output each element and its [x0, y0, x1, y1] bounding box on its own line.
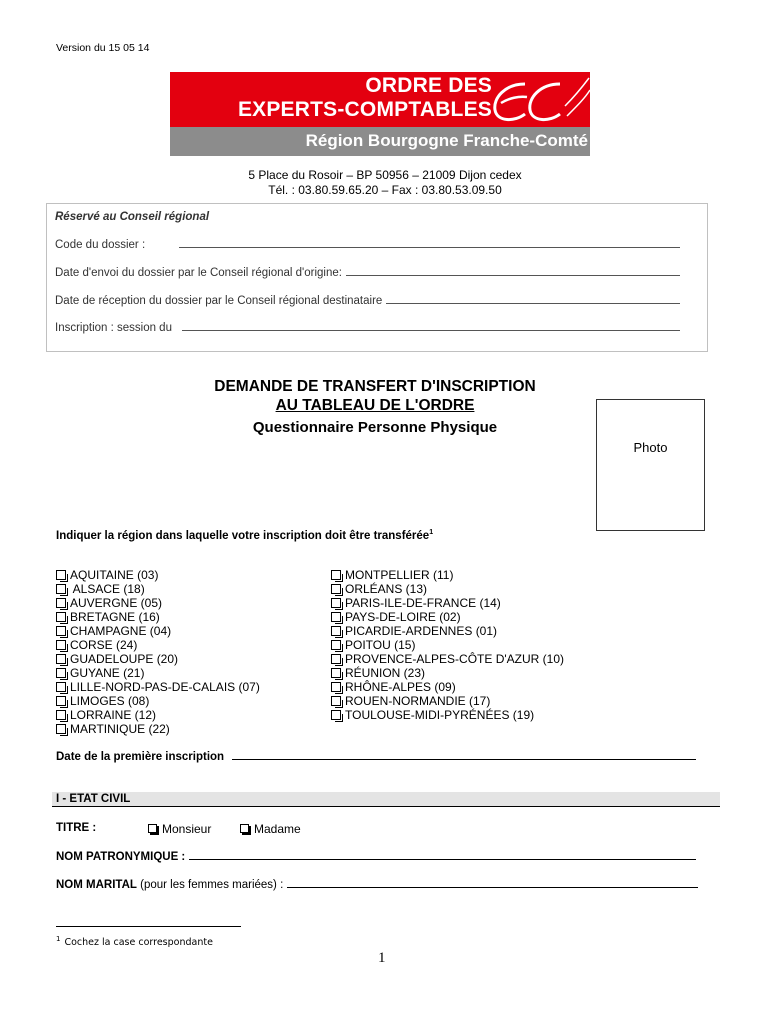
region-label: AUVERGNE (05) — [70, 596, 163, 610]
checkbox-icon[interactable] — [56, 710, 66, 720]
page-number: 1 — [378, 950, 386, 966]
region-option[interactable] — [56, 666, 260, 680]
first-inscription-field[interactable] — [56, 751, 696, 763]
checkbox-icon[interactable] — [331, 682, 341, 692]
heading-line2: AU TABLEAU DE L'ORDRE — [275, 397, 475, 414]
photo-box — [596, 399, 705, 531]
checkbox-icon[interactable] — [56, 626, 66, 636]
checkbox-icon[interactable] — [56, 584, 66, 594]
region-option[interactable] — [56, 610, 260, 624]
titre-label: TITRE : — [56, 822, 97, 834]
reserved-field-envoi[interactable] — [55, 267, 680, 279]
checkbox-icon[interactable] — [240, 824, 249, 833]
region-option[interactable] — [56, 708, 260, 722]
region-option[interactable] — [331, 624, 564, 638]
region-option[interactable] — [331, 680, 564, 694]
footnote-ref: 1 — [429, 529, 434, 536]
checkbox-icon[interactable] — [56, 654, 66, 664]
checkbox-icon[interactable] — [56, 598, 66, 608]
titre-option-monsieur[interactable] — [148, 822, 211, 836]
reserved-field-label: Date de réception du dossier par le Conseil régional destinataire — [55, 295, 383, 307]
checkbox-icon[interactable] — [331, 584, 341, 594]
logo-line1: ORDRE DES — [365, 74, 492, 97]
nom-patronymique-label: NOM PATRONYMIQUE : — [56, 851, 186, 863]
footnote-rule — [56, 926, 241, 927]
fill-line — [232, 758, 696, 760]
checkbox-icon[interactable] — [331, 654, 341, 664]
region-option[interactable] — [331, 694, 564, 708]
region-option[interactable] — [56, 652, 260, 666]
checkbox-icon[interactable] — [331, 612, 341, 622]
region-label: GUADELOUPE (20) — [70, 652, 179, 666]
region-label: PARIS-ILE-DE-FRANCE (14) — [345, 596, 501, 610]
reserved-field-code[interactable] — [55, 239, 680, 251]
footnote-text: Cochez la case correspondante — [64, 937, 213, 949]
region-label: ROUEN-NORMANDIE (17) — [345, 694, 491, 708]
nom-marital-label: NOM MARITAL — [56, 879, 137, 891]
checkbox-icon[interactable] — [56, 612, 66, 622]
heading-line1: DEMANDE DE TRANSFERT D'INSCRIPTION — [214, 378, 536, 395]
region-option[interactable] — [331, 708, 564, 722]
address-line1: 5 Place du Rosoir – BP 50956 – 21009 Dijon cedex — [248, 168, 522, 182]
region-option[interactable] — [331, 652, 564, 666]
reserved-field-session[interactable] — [55, 322, 680, 334]
reserved-title: Réservé au Conseil régional — [55, 211, 210, 223]
checkbox-icon[interactable] — [56, 724, 66, 734]
region-option[interactable] — [331, 638, 564, 652]
checkbox-icon[interactable] — [331, 696, 341, 706]
regions-left-column — [56, 568, 260, 736]
region-label: ALSACE (18) — [70, 582, 145, 596]
checkbox-icon[interactable] — [56, 682, 66, 692]
region-option[interactable] — [331, 582, 564, 596]
titre-option-madame[interactable] — [240, 822, 301, 836]
region-option[interactable] — [56, 624, 260, 638]
nom-marital-hint: (pour les femmes mariées) : — [136, 879, 284, 891]
fill-line — [287, 886, 698, 888]
region-label: PAYS-DE-LOIRE (02) — [345, 610, 461, 624]
version-text: Version du 15 05 14 — [56, 42, 150, 54]
footnote-mark: 1 — [56, 935, 61, 943]
region-label: CORSE (24) — [70, 638, 138, 652]
reserved-box — [46, 203, 708, 352]
region-label: GUYANE (21) — [70, 666, 145, 680]
region-label: CHAMPAGNE (04) — [70, 624, 172, 638]
heading-line3: Questionnaire Personne Physique — [252, 419, 498, 436]
checkbox-icon[interactable] — [331, 668, 341, 678]
option-label: Monsieur — [162, 822, 212, 836]
checkbox-icon[interactable] — [331, 570, 341, 580]
checkbox-icon[interactable] — [331, 626, 341, 636]
region-label: LIMOGES (08) — [70, 694, 150, 708]
checkbox-icon[interactable] — [56, 668, 66, 678]
region-label: ORLÉANS (13) — [345, 582, 428, 596]
section-etat-civil: I - ETAT CIVIL — [52, 792, 720, 807]
region-label: POITOU (15) — [345, 638, 416, 652]
first-inscription-label: Date de la première inscription — [56, 751, 225, 763]
checkbox-icon[interactable] — [331, 598, 341, 608]
photo-label: Photo — [633, 440, 668, 455]
checkbox-icon[interactable] — [56, 570, 66, 580]
region-label: TOULOUSE-MIDI-PYRÉNÉES (19) — [345, 708, 535, 722]
region-option[interactable] — [56, 596, 260, 610]
fill-line — [182, 329, 680, 331]
region-prompt — [56, 529, 433, 542]
region-option[interactable] — [331, 666, 564, 680]
logo-line2: EXPERTS-COMPTABLES — [237, 98, 492, 121]
region-option[interactable] — [56, 680, 260, 694]
reserved-field-reception[interactable] — [55, 295, 680, 307]
checkbox-icon[interactable] — [331, 640, 341, 650]
region-option[interactable] — [56, 638, 260, 652]
region-label: LILLE-NORD-PAS-DE-CALAIS (07) — [70, 680, 260, 694]
region-option[interactable] — [56, 694, 260, 708]
region-option[interactable] — [331, 568, 564, 582]
fill-line — [179, 246, 680, 248]
region-option[interactable] — [56, 582, 260, 596]
region-label: MARTINIQUE (22) — [70, 722, 170, 736]
region-label: PROVENCE-ALPES-CÔTE D'AZUR (10) — [345, 652, 564, 666]
region-label: AQUITAINE (03) — [70, 568, 159, 582]
nom-marital-field[interactable] — [56, 879, 698, 891]
region-option[interactable] — [331, 596, 564, 610]
region-label: PICARDIE-ARDENNES (01) — [345, 624, 498, 638]
checkbox-icon[interactable] — [331, 710, 341, 720]
checkbox-icon[interactable] — [56, 640, 66, 650]
address-line2: Tél. : 03.80.59.65.20 – Fax : 03.80.53.09.50 — [268, 183, 502, 197]
regions-right-column — [331, 568, 564, 722]
logo-line3: Région Bourgogne Franche-Comté — [305, 131, 588, 150]
region-label: RHÔNE-ALPES (09) — [345, 680, 456, 694]
option-label: Madame — [254, 822, 301, 836]
reserved-field-label: Date d'envoi du dossier par le Conseil régional d'origine: — [55, 267, 342, 279]
logo-ec-icon — [485, 76, 590, 126]
region-prompt-text: Indiquer la région dans laquelle votre inscription doit être transférée — [56, 529, 430, 542]
checkbox-icon[interactable] — [56, 696, 66, 706]
reserved-field-label: Inscription : session du — [55, 322, 172, 334]
region-label: LORRAINE (12) — [70, 708, 157, 722]
fill-line — [189, 858, 696, 860]
reserved-field-label: Code du dossier : — [55, 239, 146, 251]
region-label: RÉUNION (23) — [345, 666, 426, 680]
checkbox-icon[interactable] — [148, 824, 157, 833]
fill-line — [346, 274, 680, 276]
region-option[interactable] — [56, 722, 260, 736]
region-label: BRETAGNE (16) — [70, 610, 160, 624]
footnote — [56, 935, 213, 948]
region-option[interactable] — [56, 568, 260, 582]
region-option[interactable] — [331, 610, 564, 624]
region-label: MONTPELLIER (11) — [345, 568, 454, 582]
fill-line — [386, 302, 680, 304]
nom-patronymique-field[interactable] — [56, 851, 696, 863]
logo — [170, 72, 590, 156]
